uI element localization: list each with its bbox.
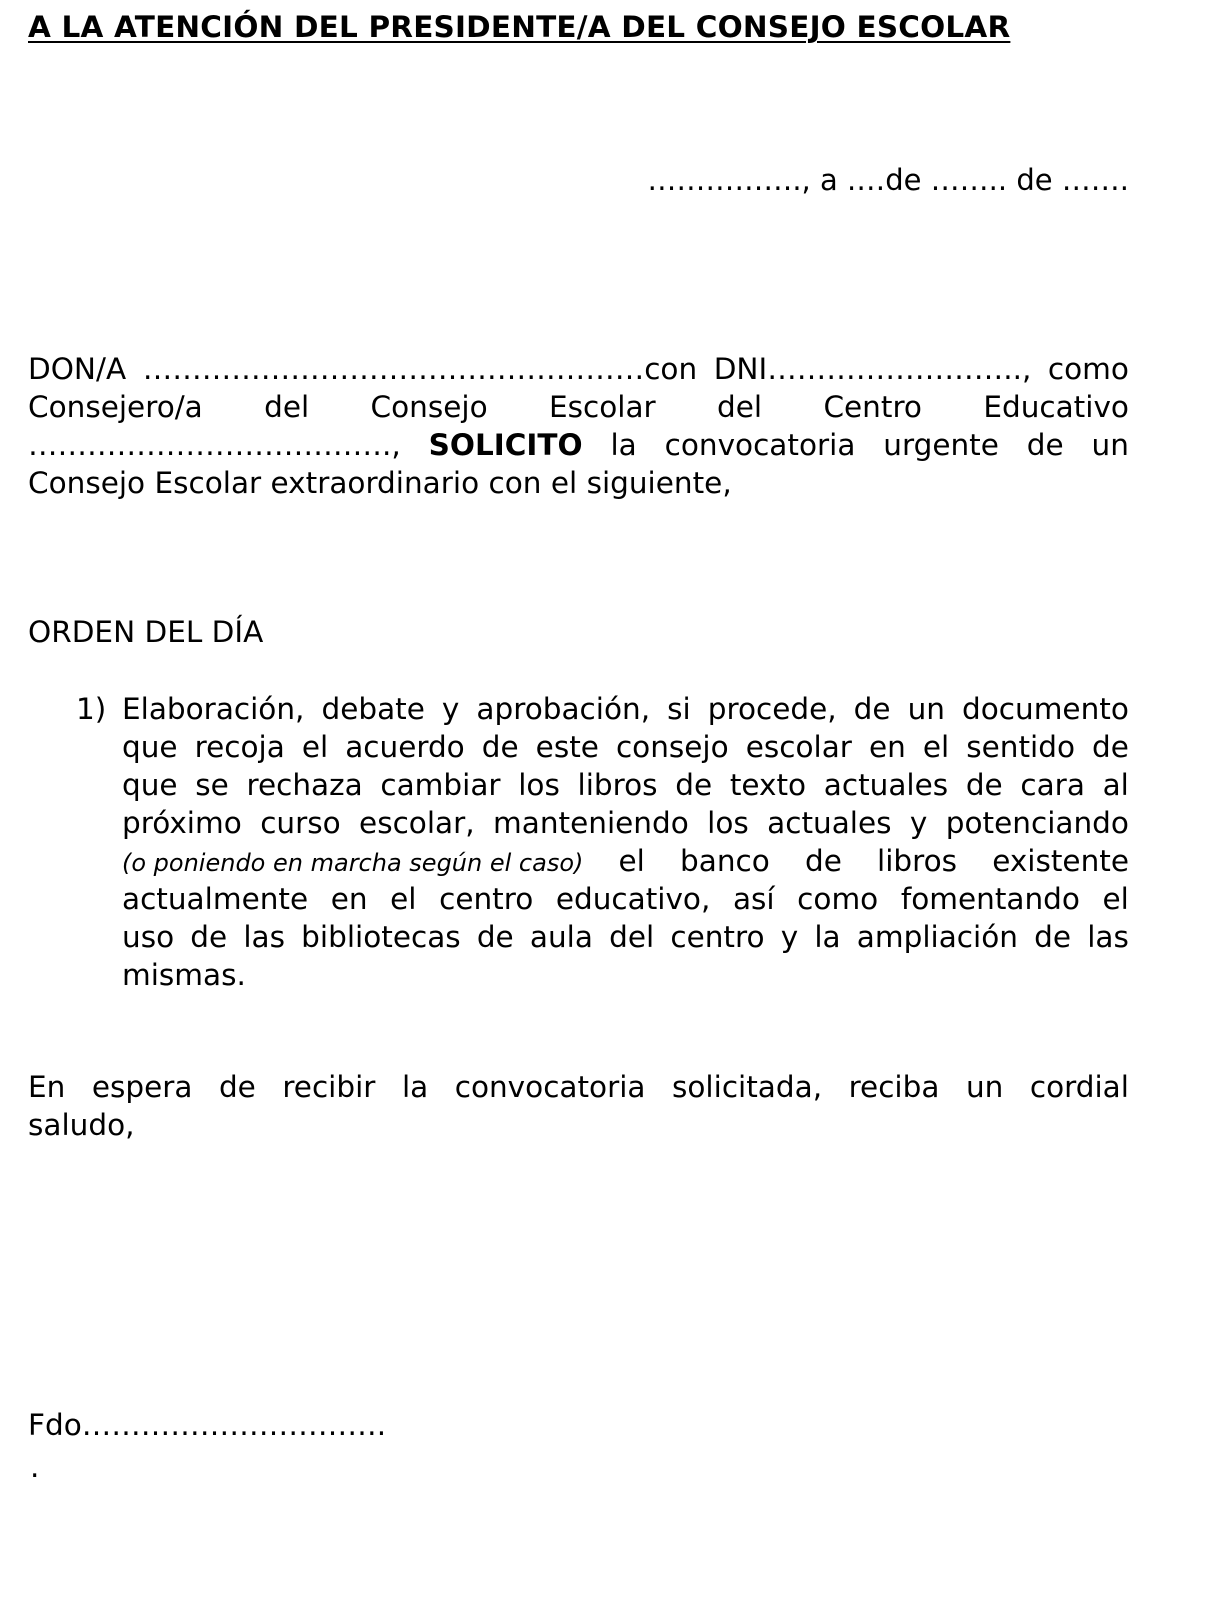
word: y xyxy=(441,692,460,726)
trailing-dot: . xyxy=(30,1450,40,1484)
word: de xyxy=(218,1070,256,1104)
word: de xyxy=(1026,428,1064,462)
word: el xyxy=(618,844,645,878)
word: el xyxy=(922,730,950,764)
word: se xyxy=(195,768,229,802)
word: rechaza xyxy=(246,768,363,802)
word: de xyxy=(1092,730,1129,764)
word: debate xyxy=(321,692,425,726)
word: libros xyxy=(877,844,958,878)
word: Escolar xyxy=(548,390,656,424)
request-line-4: Consejo Escolar extraordinario con el siguiente, xyxy=(28,466,732,500)
request-line-3 xyxy=(28,426,1129,464)
word: la xyxy=(814,920,841,954)
italic-note: (o poniendo en marcha según el caso) xyxy=(122,849,584,877)
word: cara xyxy=(1020,768,1085,802)
word: un xyxy=(907,692,945,726)
request-line-1 xyxy=(28,350,1129,388)
word: así xyxy=(732,882,775,916)
word: procede, xyxy=(707,692,837,726)
word: recoja xyxy=(194,730,285,764)
word: el xyxy=(1102,882,1129,916)
word: centro xyxy=(670,920,765,954)
word: Elaboración, xyxy=(122,692,305,726)
center-name-blank: ………………………………., xyxy=(28,428,401,462)
word: al xyxy=(1102,768,1129,802)
word: la xyxy=(610,428,637,462)
word: recibir xyxy=(282,1070,376,1104)
agenda-line xyxy=(122,880,1129,918)
closing-paragraph xyxy=(28,1068,1129,1144)
word: y xyxy=(909,806,928,840)
word: existente xyxy=(992,844,1129,878)
word: el xyxy=(390,882,417,916)
word: Educativo xyxy=(983,390,1129,424)
word: actualmente xyxy=(122,882,309,916)
word: de xyxy=(1034,920,1072,954)
word: escolar, xyxy=(359,806,475,840)
agenda-line xyxy=(122,766,1129,804)
word: convocatoria xyxy=(454,1070,646,1104)
word: los xyxy=(707,806,749,840)
closing-line-1 xyxy=(28,1068,1129,1106)
word: espera xyxy=(91,1070,193,1104)
word: de xyxy=(481,730,519,764)
word: los xyxy=(518,768,560,802)
agenda-line xyxy=(122,918,1129,956)
word: consejo xyxy=(615,730,729,764)
word: banco xyxy=(680,844,770,878)
word: documento xyxy=(962,692,1129,726)
agenda-item-number: 1) xyxy=(76,692,107,726)
word: el xyxy=(301,730,329,764)
word: que xyxy=(122,730,178,764)
solicito-keyword: SOLICITO xyxy=(428,428,583,462)
word: reciba xyxy=(848,1070,940,1104)
word: DNI…………………….., xyxy=(713,352,1032,386)
word: solicitada, xyxy=(672,1070,823,1104)
agenda-line xyxy=(122,804,1129,842)
closing-line-2: saludo, xyxy=(28,1108,135,1142)
word: manteniendo xyxy=(493,806,689,840)
word: en xyxy=(330,882,368,916)
word: cambiar xyxy=(380,768,501,802)
word: libros xyxy=(577,768,658,802)
word: un xyxy=(1091,428,1129,462)
agenda-line xyxy=(122,728,1129,766)
word: como xyxy=(797,882,879,916)
word: acuerdo xyxy=(345,730,465,764)
agenda-line xyxy=(122,690,1129,728)
word: Consejo xyxy=(370,390,488,424)
word: que xyxy=(122,768,178,802)
word: urgente xyxy=(883,428,999,462)
word: de xyxy=(476,920,514,954)
word: del xyxy=(717,390,763,424)
word: Consejero/a xyxy=(28,390,203,424)
word: convocatoria xyxy=(664,428,856,462)
word: aula xyxy=(529,920,593,954)
word: próximo xyxy=(122,806,242,840)
agenda-last-line: mismas. xyxy=(122,958,246,992)
document-heading: A LA ATENCIÓN DEL PRESIDENTE/A DEL CONSEJO ESCOLAR xyxy=(28,10,1011,44)
word: sentido xyxy=(966,730,1075,764)
word: las xyxy=(1087,920,1129,954)
word: en xyxy=(868,730,906,764)
word: actuales xyxy=(767,806,892,840)
word: escolar xyxy=(745,730,852,764)
word: uso xyxy=(122,920,175,954)
word: un xyxy=(965,1070,1004,1104)
word: curso xyxy=(260,806,341,840)
word: educativo, xyxy=(555,882,711,916)
agenda-item-text xyxy=(122,690,1129,994)
word: de xyxy=(804,844,842,878)
word: de xyxy=(190,920,228,954)
word: este xyxy=(535,730,599,764)
word: cordial xyxy=(1029,1070,1129,1104)
word: aprobación, xyxy=(476,692,651,726)
word: de xyxy=(675,768,713,802)
word: y xyxy=(780,920,799,954)
agenda-title: ORDEN DEL DÍA xyxy=(28,615,264,649)
word: potenciando xyxy=(945,806,1129,840)
request-paragraph xyxy=(28,350,1129,502)
word: ……………………………………………con xyxy=(142,352,698,386)
word: Centro xyxy=(823,390,922,424)
word: texto xyxy=(729,768,807,802)
word: centro xyxy=(439,882,534,916)
word: del xyxy=(264,390,310,424)
word: En xyxy=(28,1070,66,1104)
word: como xyxy=(1047,352,1129,386)
agenda-line xyxy=(122,842,1129,880)
word: del xyxy=(609,920,655,954)
word: DON/A xyxy=(28,352,127,386)
date-line: ……………., a .…de …….. de ……. xyxy=(647,163,1129,197)
word: de xyxy=(853,692,891,726)
word: actuales xyxy=(823,768,949,802)
word: ampliación xyxy=(856,920,1018,954)
word: las xyxy=(243,920,285,954)
signature-line: Fdo…………………………. xyxy=(28,1408,387,1442)
word: la xyxy=(401,1070,429,1104)
word: bibliotecas xyxy=(301,920,461,954)
word: si xyxy=(667,692,691,726)
word: fomentando xyxy=(900,882,1080,916)
request-line-2 xyxy=(28,388,1129,426)
word: de xyxy=(965,768,1003,802)
